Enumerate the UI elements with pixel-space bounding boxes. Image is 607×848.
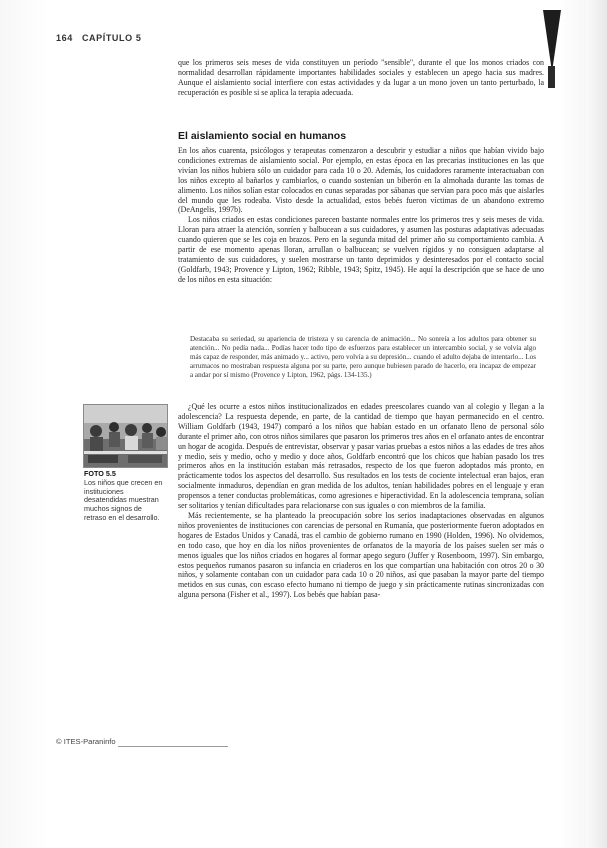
photo-image xyxy=(84,405,167,467)
page-edge-shadow xyxy=(586,0,607,848)
body-block-a xyxy=(178,146,544,285)
page-number: 164 xyxy=(56,33,73,43)
intro-paragraph: que los primeros seis meses de vida constituyen un período "sensible", durante el que los monos criados con normalidad desarrollan rápidamente importantes habilidades sociales y establecen un apego hacia sus madres. Aunque el aislamiento social interfiere con estas actividades y da lugar a un mono joven un tanto perturbado, la recuperación es posible si se aplica la terapia adecuada. xyxy=(178,58,544,97)
running-header xyxy=(56,33,141,43)
chapter-label: CAPÍTULO 5 xyxy=(81,33,142,43)
photo-children-in-institution xyxy=(83,404,168,468)
paragraph: Los niños criados en estas condiciones parecen bastante normales entre los primeros tres y seis meses de vida. Lloran para atraer la atención, sonríen y balbucean a sus cuidadores, y asumen las posturas adaptativas adecuadas cuando quieren que se les coja en brazos. Pero en la segunda mitad del primer año su comportamiento cambia. A partir de ese momento apenas lloran, arrullan o balbucean; se vuelven rígidos y no consiguen adaptarse al tratamiento de sus cuidadores, y suelen mostrarse un tanto deprimidos y desinteresados por el contacto social (Goldfarb, 1943; Provence y Lipton, 1962; Ribble, 1943; Spitz, 1945). He aquí la descripción que se hace de uno de los niños en esta situación: xyxy=(178,215,544,284)
bookmark-ribbon xyxy=(543,10,561,72)
copyright-footer: © ITES-Paraninfo xyxy=(56,737,116,746)
photo-label: FOTO 5.5 xyxy=(84,469,116,478)
footer-rule xyxy=(118,746,228,747)
paragraph: Más recientemente, se ha planteado la preocupación sobre los serios inadaptaciones observadas en algunos niños provenientes de instituciones con carencias de personal en Rumanía, que posteriormente fueron adoptados en hogares de Estados Unidos y Canadá, tras el cambio de gobierno rumano en 1990 (Holden, 1996). No olvidemos, en todo caso, que hoy en día los niños provenientes de orfanatos de la mayoría de los países suelen ser más o menos iguales que los niños criados en hogares al formar apego seguro (Juffer y Rosenboom, 1997). Sin embargo, estos pequeños rumanos pasaron su infancia en criaderos en los que compartían una habitación con otros 20 o 30 niños, y solamente contaban con un cuidador para cada 10 o 20 niños, así que pasaban la mayor parte del tiempo metidos en sus cunas, con escaso efecto humano ni tiempo de juego y sin prácticamente rutinas sincronizadas con alguna persona (Fisher et al., 1997). Los bebés que habían pasa- xyxy=(178,510,544,600)
bookmark-ribbon-tail xyxy=(548,66,555,88)
body-block-b xyxy=(178,402,544,600)
photo-caption xyxy=(84,470,166,523)
photo-caption-text: Los niños que crecen en instituciones desatendidas muestran muchos signos de retraso en el desarrollo. xyxy=(84,477,163,522)
paragraph: En los años cuarenta, psicólogos y terapeutas comenzaron a descubrir y estudiar a niños que habían vivido bajo condiciones extremas de aislamiento social. Por ejemplo, en estas época en las precarias instituciones en las que vivían los niños hubiera sólo un cuidador para cada 10 o 20. Además, los cuidadores raramente interactuaban con los niños excepto al bañarlos y cambiarlos, o cuando sostenían un biberón en la almohada durante las tomas de alimento. Los niños solían estar colocados en cunas separadas por sábanas que servían para poco más que aislarles del mundo que les rodeaba. Visto desde la actualidad, estos bebés fueron víctimas de un abandono extremo (DeAngelis, 1997b). xyxy=(178,146,544,215)
section-heading: El aislamiento social en humanos xyxy=(178,130,347,142)
paragraph: ¿Qué les ocurre a estos niños institucionalizados en edades preescolares cuando van al colegio y llegan a la adolescencia? La respuesta depende, en parte, de la cantidad de tiempo que hayan permanecido en el centro. William Goldfarb (1943, 1947) comparó a los niños que habían estado en un orfanato lleno de personal sólo durante el primer año, con otros niños similares que pasaron los primeros tres años en el orfanato antes de encontrar un hogar de acogida. Después de entrevistar, observar y pasar varias pruebas a estos niños a las edades de tres años y medio, seis y medio, ocho y medio y doce años, Goldfarb encontró que los chicos que habían pasado los tres primeros años en la institución estaban más retrasados, respecto de los que fueron adoptados más pronto, en prácticamente todos los aspectos del desarrollo. Sus resultados en los tests de cociente intelectual eran bajos, eran socialmente inmaduros, dependían en gran medida de los adultos, tenían habilidades pobres en el lenguaje y eran propensos a tener conductas problemáticas, como agresiones e hiperactividad. En la adolescencia temprana, solían ser solitarios y tenían dificultades para relacionarse con sus iguales o con miembros de la familia. xyxy=(178,402,544,511)
block-quote: Destacaba su seriedad, su apariencia de tristeza y su carencia de animación... No sonreía a los adultos para obtener su atención... No pedía nada... Podías hacer todo tipo de esfuerzos para establecer un intercambio social, y se volvía algo más capaz de responder, más animado y... activo, pero volvía a su depresión... cuando el adulto dejaba de intentarlo... Los arrumacos no mostraban respuesta alguna por su parte, pero aunque hubiesen parado de hacerlo, era incapaz de empezar a andar por sí mismo (Provence y Lipton, 1962, págs. 134-135.) xyxy=(190,335,536,379)
